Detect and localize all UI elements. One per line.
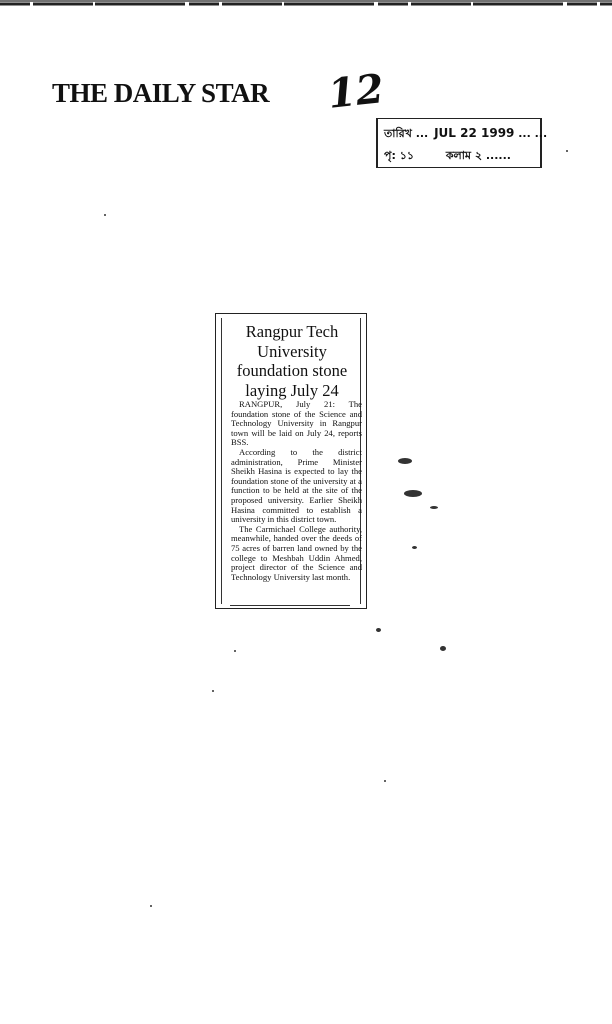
scan-speck	[398, 458, 412, 464]
handwritten-number: 12	[325, 65, 386, 118]
scan-speck	[212, 690, 214, 692]
stamp-date-trail: ... ...	[518, 127, 548, 140]
scan-top-edge	[0, 0, 612, 10]
scan-speck	[412, 546, 417, 549]
news-clipping	[215, 313, 367, 609]
stamp-page-row	[384, 147, 511, 166]
stamp-page-label: পৃ:	[384, 149, 396, 162]
article-headline: Rangpur Tech University foundation stone laying July 24	[236, 322, 348, 400]
scan-speck	[376, 628, 381, 632]
newspaper-masthead: THE DAILY STAR	[52, 78, 270, 108]
scan-speck	[384, 780, 386, 782]
article-paragraph: According to the district administration, Prime Minister Sheikh Hasina is expected to lay the foundation stone of the university at a function to be held at the site of the proposed university. Earlier Sheikh Hasina committed to establish a university in this district town.	[231, 446, 362, 525]
scan-speck	[234, 650, 236, 652]
scan-speck	[404, 490, 422, 497]
archive-stamp	[376, 118, 548, 168]
stamp-column-value: ২ ......	[474, 149, 511, 162]
article-body	[231, 400, 362, 582]
stamp-date-value: JUL 22 1999	[434, 126, 515, 140]
stamp-date-label: তারিখ ...	[384, 127, 429, 140]
stamp-column-label: কলাম	[445, 149, 472, 162]
clipping-left-rule	[221, 318, 222, 604]
stamp-date-row	[384, 125, 547, 144]
article-paragraph: RANGPUR, July 21: The foundation stone of the Science and Technology University in Rangpur town will be laid on July 24, reports BSS.	[231, 399, 362, 448]
scan-speck	[430, 506, 438, 509]
scan-speck	[104, 214, 106, 216]
scan-speck	[440, 646, 446, 651]
scan-speck	[150, 905, 152, 907]
clipping-cut-edge	[230, 600, 350, 606]
article-paragraph: The Carmichael College authority, meanwhile, handed over the deeds of 75 acres of barren land owned by the college to Meshbah Uddin Ahmed, project director of the Science and Technology University last month.	[231, 523, 362, 582]
scan-speck	[566, 150, 568, 152]
stamp-page-value: ১১	[399, 149, 414, 162]
